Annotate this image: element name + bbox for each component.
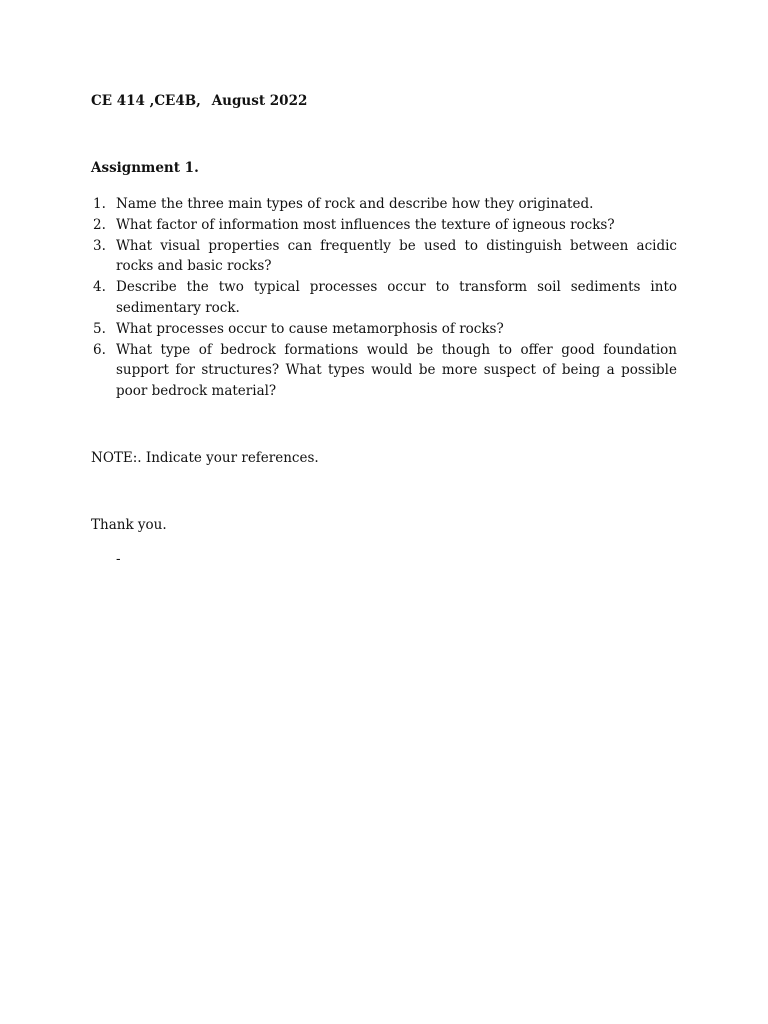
question-text: What processes occur to cause metamorphosis of rocks? — [116, 320, 504, 337]
question-item — [91, 277, 677, 319]
question-number: 4. — [93, 279, 106, 296]
question-list — [91, 194, 677, 402]
question-number: 3. — [93, 237, 106, 254]
question-number: 5. — [93, 320, 106, 337]
trailing-dash: - — [116, 551, 121, 567]
references-note: NOTE:. Indicate your references. — [91, 450, 319, 466]
question-text: What visual properties can frequently be used to distinguish between acidic rocks and basic rocks? — [116, 237, 677, 275]
question-item — [91, 215, 677, 236]
question-text: Name the three main types of rock and describe how they originated. — [116, 196, 594, 212]
document-date: August 2022 — [211, 93, 308, 109]
question-number: 6. — [93, 341, 106, 358]
question-number: 2. — [93, 216, 106, 233]
question-text: Describe the two typical processes occur to transform soil sediments into sedimentary rock. — [116, 279, 677, 316]
course-code: CE 414 ,CE4B, — [91, 93, 201, 109]
question-text: What factor of information most influences the texture of igneous rocks? — [116, 216, 615, 233]
closing-text: Thank you. — [91, 517, 167, 533]
question-item — [91, 319, 677, 340]
question-text: What type of bedrock formations would be though to offer good foundation support for structures? What types would be more suspect of being a possible poor bedrock material? — [116, 341, 677, 400]
question-item — [91, 194, 677, 215]
question-item — [91, 236, 677, 278]
question-item — [91, 340, 677, 402]
assignment-title: Assignment 1. — [91, 160, 199, 176]
document-header — [91, 93, 307, 109]
question-number: 1. — [93, 196, 106, 212]
